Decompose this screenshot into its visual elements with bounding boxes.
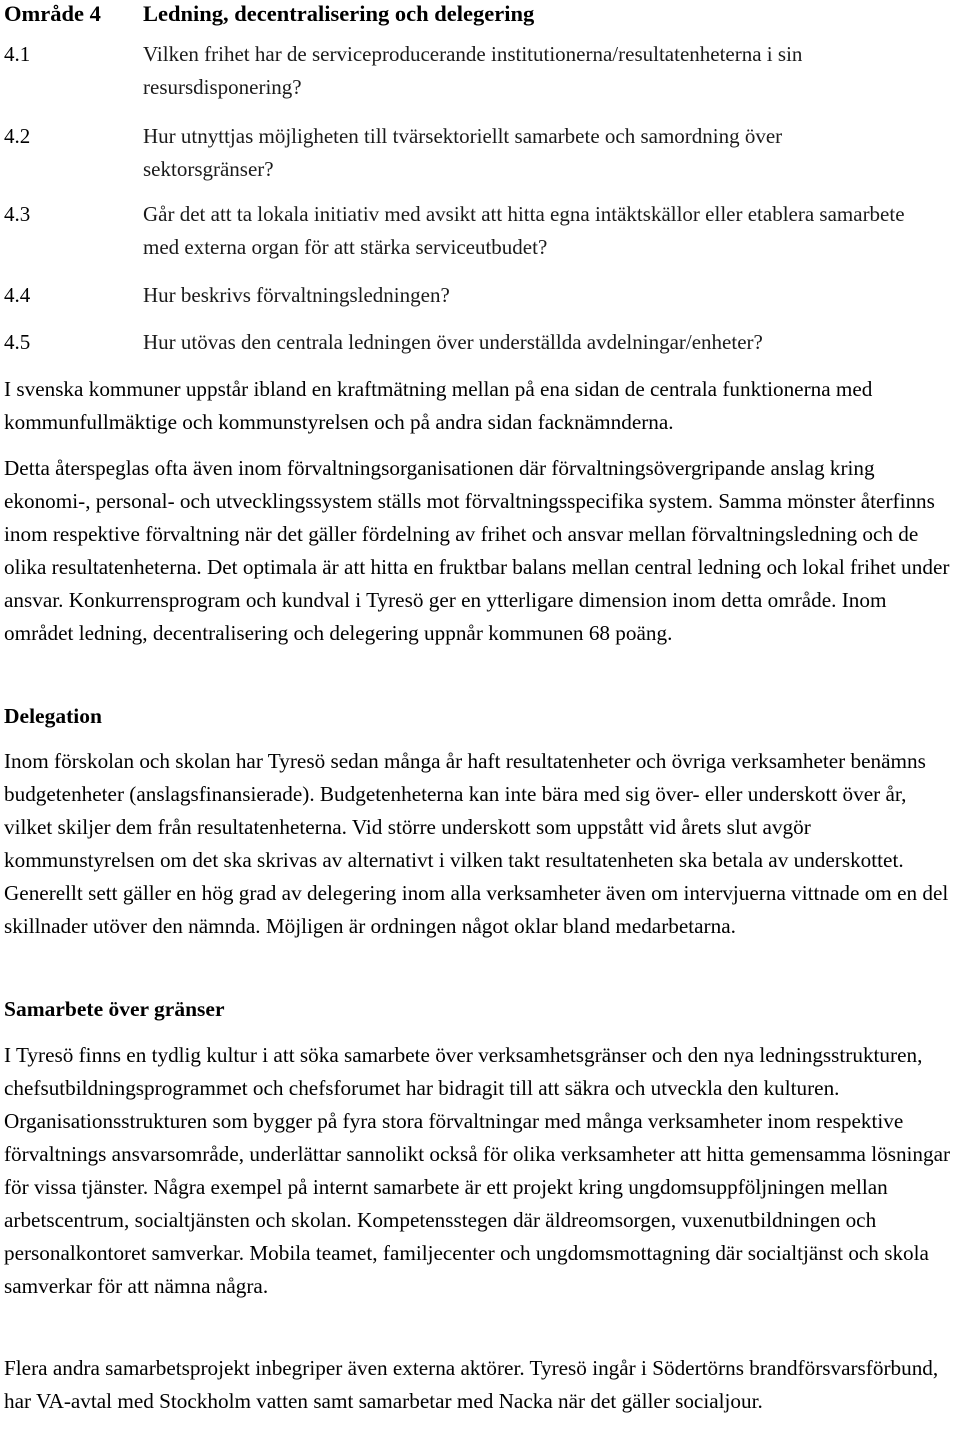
question-item <box>4 120 956 186</box>
question-item <box>4 38 956 104</box>
section-title: Ledning, decentralisering och delegering <box>143 1 535 26</box>
question-number: 4.4 <box>4 283 31 307</box>
cooperation-paragraph: Flera andra samarbetsprojekt inbegriper även externa aktörer. Tyresö ingår i Södertörns brandförsvarsförbund, har VA-avtal med Stockholm vatten samt samarbetar med Nacka när det gäller socialjour. <box>4 1356 939 1413</box>
question-number: 4.1 <box>4 42 31 66</box>
cooperation-paragraph: I Tyresö finns en tydlig kultur i att söka samarbete över verksamhetsgränser och den nya ledningsstrukturen, chefsutbildningsprogrammet och chefsforumet har bidragit till att säkra och utveckla den kulturen. Organisationsstrukturen som bygger på fyra stora förvaltningar med många verksamheter inom respektive förvaltnings ansvarsområde, underlättar sannolikt också för olika verksamheter att hitta gemensamma lösningar för vissa tjänster. Några exempel på internt samarbete är ett projekt kring ungdomsuppföljningen mellan arbetscentrum, socialtjänsten och skolan. Kompetensstegen där äldreomsorgen, vuxenutbildningen och personalkontoret samverkar. Mobila teamet, familjecenter och ungdomsmottagning där socialtjänst och skola samverkar för att nämna några. <box>4 1043 951 1298</box>
question-item <box>4 326 956 359</box>
question-item <box>4 279 956 312</box>
question-number: 4.5 <box>4 330 31 354</box>
delegation-heading: Delegation <box>4 704 102 728</box>
question-text: Hur utövas den centrala ledningen över underställda avdelningar/enheter? <box>143 330 763 354</box>
intro-paragraph: I svenska kommuner uppstår ibland en kraftmätning mellan på ena sidan de centrala funktionerna med kommunfullmäktige och kommunstyrelsen och på andra sidan facknämnderna. <box>4 377 873 434</box>
section-number: Område 4 <box>4 1 101 26</box>
question-number: 4.2 <box>4 124 31 148</box>
question-text: Vilken frihet har de serviceproducerande institutionerna/resultatenheterna i sin resursdisponering? <box>143 42 803 99</box>
intro-paragraph: Detta återspeglas ofta även inom förvaltningsorganisationen där förvaltningsövergripande anslag kring ekonomi-, personal- och utvecklingssystem ställs mot förvaltningsspecifika system. Samma mönster återfinns inom respektive förvaltning när det gäller fördelning av frihet och ansvar mellan förvaltningsledning och de olika resultatenheterna. Det optimala är att hitta en fruktbar balans mellan central ledning och lokal frihet under ansvar. Konkurrensprogram och kundval i Tyresö ger en ytterligare dimension inom detta område. Inom området ledning, decentralisering och delegering uppnår kommunen 68 poäng. <box>4 456 950 645</box>
question-item <box>4 198 956 264</box>
question-text: Hur beskrivs förvaltningsledningen? <box>143 283 450 307</box>
cooperation-heading: Samarbete över gränser <box>4 997 225 1021</box>
question-text: Hur utnyttjas möjligheten till tvärsektoriellt samarbete och samordning över sektorsgränser? <box>143 124 783 181</box>
question-text: Går det att ta lokala initiativ med avsikt att hitta egna intäktskällor eller etablera samarbete med externa organ för att stärka serviceutbudet? <box>143 202 905 259</box>
question-number: 4.3 <box>4 202 31 226</box>
delegation-paragraph: Inom förskolan och skolan har Tyresö sedan många år haft resultatenheter och övriga verksamheter benämns budgetenheter (anslagsfinansierade). Budgetenheterna kan inte bära med sig över- eller underskott över år, vilket skiljer dem från resultatenheterna. Vid större underskott som uppstått vid årets slut avgör kommunstyrelsen om det ska skrivas av alternativt i vilken takt resultatenheten ska betala av underskottet. Generellt sett gäller en hög grad av delegering inom alla verksamheter även om intervjuerna vittnade om en del skillnader utöver den nämnda. Möjligen är ordningen något oklar bland medarbetarna. <box>4 749 949 938</box>
